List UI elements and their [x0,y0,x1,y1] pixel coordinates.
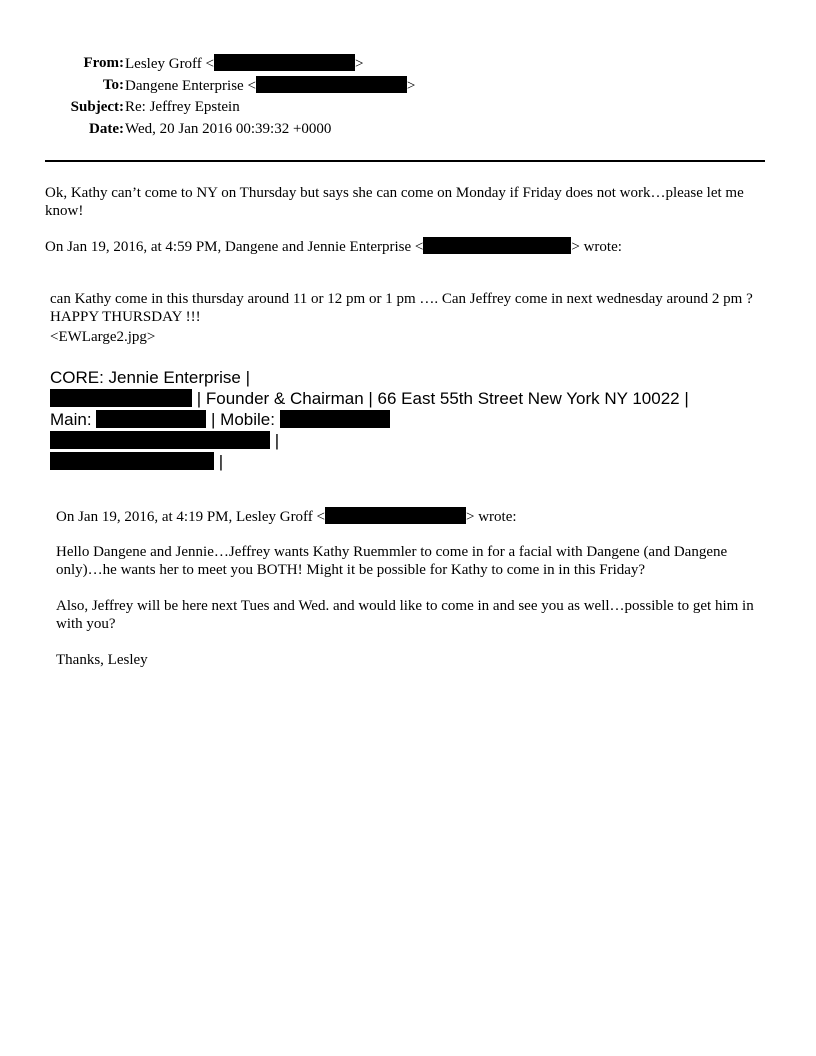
redaction-box [50,431,270,449]
redaction-box [50,389,192,407]
header-divider [45,160,765,162]
quoted-paragraph-1: Hello Dangene and Jennie…Jeffrey wants Kathy Ruemmler to come in for a facial with Dangene (and Dangene only)…he wants her to meet you BOTH! Might it be possible for Kathy to come in in this Friday? [56,544,728,578]
quoted-signoff: Thanks, Lesley [56,652,148,668]
mobile-label: | Mobile: [206,410,275,429]
quote-intro-2: On Jan 19, 2016, at 4:19 PM, Lesley Groff < [56,509,325,525]
redaction-box [256,76,407,93]
from-name: Lesley Groff [125,56,202,72]
reply-quote-header [45,237,622,256]
attachment-name: <EWLarge2.jpg> [50,329,156,345]
date-value: Wed, 20 Jan 2016 00:39:32 +0000 [125,121,332,137]
redaction-box [280,410,390,428]
redaction-box [50,452,214,470]
quoted-message-body: can Kathy come in this thursday around 11 or 12 pm or 1 pm …. Can Jeffrey come in next wednesday around 2 pm ? HAPPY THURSDAY !!! [50,291,753,325]
from-value: Lesley Groff < > [125,56,364,72]
quote-wrote-2: > wrote: [466,509,517,525]
subject-label: Subject: [70,99,124,115]
pipe-separator: | [214,452,224,471]
redaction-box [423,237,571,254]
to-label: To: [102,77,124,93]
signature-line-4 [50,430,279,451]
signature-title: | Founder & Chairman | 66 East 55th Street New York NY 10022 | [192,389,689,408]
redaction-box [325,507,466,524]
redaction-box [214,54,355,71]
redaction-box [96,410,206,428]
reply-body: Ok, Kathy can’t come to NY on Thursday but says she can come on Monday if Friday does not work…please let me know! [45,185,744,219]
quoted-paragraph-2: Also, Jeffrey will be here next Tues and Wed. and would like to come in and see you as well…possible to get him in with you? [56,598,754,632]
signature-line-1: CORE: Jennie Enterprise | [50,368,250,387]
quote-intro: On Jan 19, 2016, at 4:59 PM, Dangene and Jennie Enterprise < [45,239,424,255]
signature-line-3 [50,409,390,430]
from-label: From: [83,55,124,71]
date-label: Date: [89,121,124,137]
subject-value: Re: Jeffrey Epstein [125,99,240,115]
pipe-separator: | [270,431,280,450]
main-label: Main: [50,410,92,429]
quote-wrote: > wrote: [571,239,622,255]
signature-line-5 [50,451,223,472]
signature-line-2 [50,388,689,409]
quoted-header-2 [56,507,517,526]
to-value: Dangene Enterprise < > [125,78,416,94]
to-name: Dangene Enterprise [125,78,244,94]
